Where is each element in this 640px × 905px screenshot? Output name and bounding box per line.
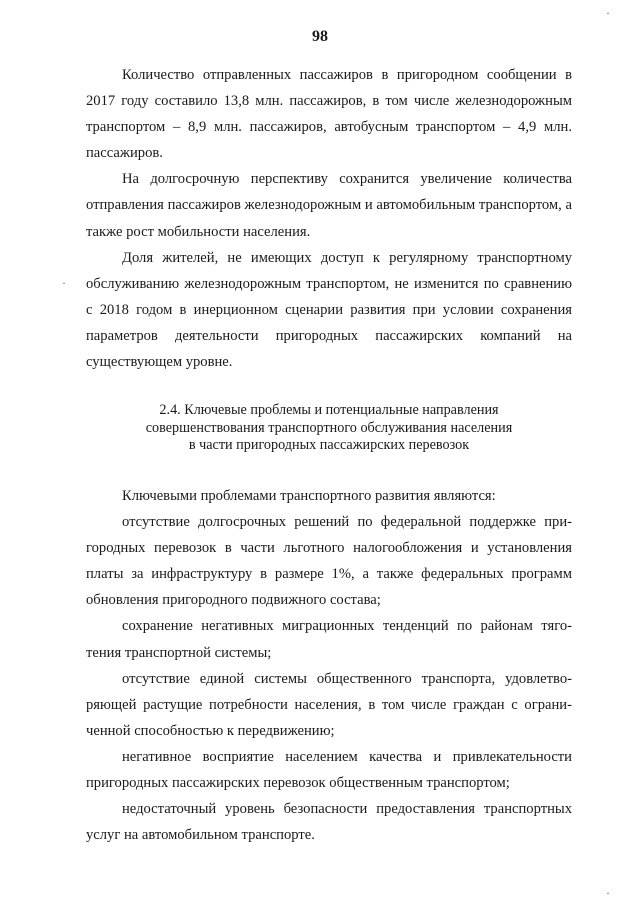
list-item: отсутствие долгосрочных решений по федеральной поддержке пригородных перевозок в части льготного налогообложения и установления платы за инфраструктуру в размере 1%, а также федеральных программ обновления пригородного подвижного состава; [86,514,572,609]
heading-line: в части пригородных пассажирских перевозок [188,437,470,453]
scan-mark: · [606,6,610,20]
heading-line: совершенствования транспортного обслуживания населения [145,419,513,436]
section-heading [86,402,572,455]
scan-mark: · [62,276,66,290]
body-text [86,62,572,375]
list-item: отсутствие единой системы общественного транспорта, удовлетворяющей растущие потребности населения, в том числе граждан с ограниченной способностью к передвижению; [86,670,572,739]
list-item: сохранение негативных миграционных тенденций по районам тяготения транспортной системы; [86,618,572,661]
problems-list [86,483,572,848]
list-item: негативное восприятие населением качества и привлекательности пригородных пассажирских перевозок общественным транспортом; [86,748,572,792]
paragraph: Доля жителей, не имеющих доступ к регулярному транспортному обслуживанию железнодорожным транспортом, не изменится по сравнению с 2018 годом в инерционном сценарии развития при условии сохранения параметров деятельности пригородных пассажирских компаний на существующем уровне. [86,249,572,371]
list-intro: Ключевыми проблемами транспортного развития являются: [122,488,496,504]
paragraph: На долгосрочную перспективу сохранится увеличение количества отправления пассажиров железнодорожным и автомобильным транспортом, а также рост мобильности населения. [86,171,572,240]
scan-mark: · [606,886,610,900]
list-item: недостаточный уровень безопасности предоставления транспортных услуг на автомобильном транспорте. [86,801,572,844]
heading-line: 2.4. Ключевые проблемы и потенциальные направления [159,402,499,418]
page-number: 98 [312,28,328,45]
paragraph: Количество отправленных пассажиров в пригородном сообщении в 2017 году составило 13,8 млн. пассажиров, в том числе железнодорожным транспортом – 8,9 млн. пассажиров, автобусным транспортом – 4,9 млн. пассажиров. [86,67,572,162]
